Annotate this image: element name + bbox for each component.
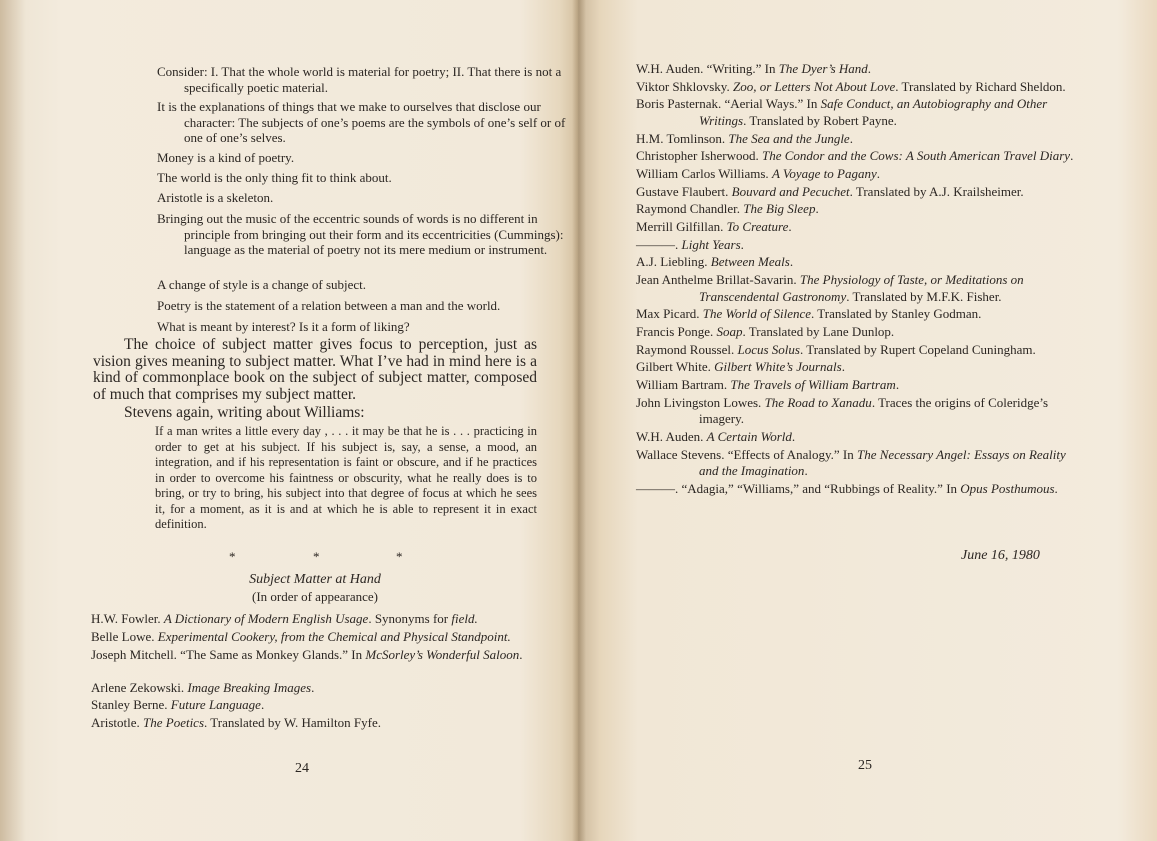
bib-title: Future Language xyxy=(170,697,261,712)
bib-author: Merrill Gilfillan. xyxy=(636,219,724,235)
bib-title: Soap xyxy=(716,323,743,339)
block-quote-stevens: If a man writes a little every day , . . . it may be that he is . . . practicing in order to get at his subject. If his subject is, say, a sense, a mood, an integration, and if his representation is faint or obscure, and if he practices in order to overcome his faintness or obscurity, what he really does is to bring, or try to bring, his subject into that degree of focus at which he sees it, for a moment, as it is and at which he is able to represent it in exact definition. xyxy=(155,424,537,531)
bib-title: A Dictionary of Modern English Usage xyxy=(163,611,369,626)
bib-author: W.H. Auden. “Writing.” In xyxy=(636,61,776,76)
aphorism-7: A change of style is a change of subject. xyxy=(157,277,367,292)
section-title: Subject Matter at Hand xyxy=(249,572,381,587)
bib-right-21 xyxy=(636,481,1082,497)
bib-right-13 xyxy=(636,306,1082,322)
bib-rest: . xyxy=(876,165,881,181)
bib-rest: . Translated by Stanley Godman. xyxy=(811,306,982,322)
bib-rest: . xyxy=(260,697,265,712)
bib-title: Locus Solus xyxy=(737,341,800,357)
bib-author: Stanley Berne. xyxy=(91,697,168,712)
bib-right-18 xyxy=(636,395,1082,428)
bib-title: Experimental Cookery, from the Chemical and Physical Standpoint. xyxy=(157,629,511,644)
bib-right-4 xyxy=(636,131,1082,147)
bib-author: ———. xyxy=(636,236,679,252)
date-signature: June 16, 1980 xyxy=(961,548,1040,563)
bib-rest: . Translated by Richard Sheldon. xyxy=(895,78,1066,94)
bib-title: To Creature xyxy=(726,219,789,235)
bib-rest: . xyxy=(815,201,819,217)
bib-title: The Travels of William Bartram xyxy=(730,377,896,393)
bib-rest: . xyxy=(1054,480,1058,496)
bib-author: W.H. Auden. xyxy=(636,428,704,444)
book-gutter xyxy=(572,0,586,841)
bib-author: Boris Pasternak. “Aerial Ways.” In xyxy=(636,96,818,112)
bib-author: Aristotle. xyxy=(91,715,140,730)
bib-rest: . Translated by Lane Dunlop. xyxy=(742,323,895,339)
page-number-left: 24 xyxy=(295,761,309,776)
bib-author: John Livingston Lowes. xyxy=(636,394,762,410)
bib-rest: . Translated by Rupert Copeland Cuningham. xyxy=(799,341,1036,357)
bib-title: Image Breaking Images xyxy=(187,680,312,695)
bib-author: Francis Ponge. xyxy=(636,323,714,339)
bib-title: Safe Conduct, an Autobiography and Other Writings xyxy=(699,96,1048,128)
bib-title: The Poetics xyxy=(143,715,205,730)
bib-author: Belle Lowe. xyxy=(91,629,155,644)
bib-left-4 xyxy=(91,680,601,695)
separator-star-1: * xyxy=(229,549,236,564)
bib-title: A Voyage to Pagany xyxy=(771,165,877,181)
bib-rest: . xyxy=(519,647,523,662)
bib-right-8 xyxy=(636,201,1082,217)
aphorism-2: It is the explanations of things that we make to ourselves that disclose our character: The subjects of one’s poems are the symbols of one’s self or of one of one’s selves. xyxy=(157,99,566,145)
aphorism-5: Aristotle is a skeleton. xyxy=(157,190,274,205)
bib-left-3 xyxy=(91,647,601,662)
bib-right-16 xyxy=(636,359,1082,375)
bib-right-1 xyxy=(636,61,1082,77)
bib-right-7 xyxy=(636,184,1082,200)
bib-title: The Sea and the Jungle xyxy=(728,130,850,146)
bib-title: Bouvard and Pecuchet xyxy=(731,183,850,199)
bib-right-9 xyxy=(636,219,1082,235)
bibliography-right xyxy=(636,61,1082,498)
bib-right-19 xyxy=(636,429,1082,445)
bib-title: The Dyer’s Hand xyxy=(778,61,868,76)
bib-author: Gilbert White. xyxy=(636,359,711,375)
bib-title: The Physiology of Taste, or Meditations on Transcendental Gastronomy xyxy=(699,272,1024,304)
page-number-right: 25 xyxy=(858,758,872,773)
bib-author: Jean Anthelme Brillat-Savarin. xyxy=(636,272,797,288)
bib-right-6 xyxy=(636,166,1082,182)
bib-title: Gilbert White’s Journals xyxy=(714,359,842,375)
bib-rest: . Translated by A.J. Krailsheimer. xyxy=(849,183,1024,199)
separator-star-3: * xyxy=(396,549,403,564)
bib-author: Raymond Chandler. xyxy=(636,201,740,217)
bib-rest: . xyxy=(804,462,808,478)
bib-author: Raymond Roussel. xyxy=(636,341,735,357)
bib-right-11 xyxy=(636,254,1082,270)
bib-rest: . xyxy=(867,61,872,76)
bib-title: McSorley’s Wonderful Saloon xyxy=(365,647,520,662)
paragraph-stevens-again: Stevens again, writing about Williams: xyxy=(124,404,365,421)
bib-rest: . xyxy=(789,254,794,270)
bib-rest: . Translated by Robert Payne. xyxy=(743,112,897,128)
bib-author: Joseph Mitchell. “The Same as Monkey Glands.” In xyxy=(91,647,363,662)
bib-left-2 xyxy=(91,629,601,644)
bib-author: Max Picard. xyxy=(636,306,700,322)
bib-right-3 xyxy=(636,96,1082,129)
bib-author: H.W. Fowler. xyxy=(91,611,161,626)
aphorism-8: Poetry is the statement of a relation between a man and the world. xyxy=(157,298,501,313)
bib-rest: . xyxy=(895,377,900,393)
bib-right-12 xyxy=(636,272,1082,305)
aphorism-3: Money is a kind of poetry. xyxy=(157,150,295,165)
bib-left-5 xyxy=(91,697,601,712)
bib-author: William Bartram. xyxy=(636,377,728,393)
bib-author: A.J. Liebling. xyxy=(636,254,708,270)
bib-title: Zoo, or Letters Not About Love xyxy=(732,78,896,94)
bib-title: The Necessary Angel: Essays on Reality and the Imagination xyxy=(699,446,1066,478)
bib-title: A Certain World xyxy=(706,428,792,444)
right-page xyxy=(578,0,1157,841)
bib-title: The Road to Xanadu xyxy=(764,394,872,410)
bib-right-17 xyxy=(636,377,1082,393)
bib-title: The Big Sleep xyxy=(743,201,816,217)
aphorism-6: Bringing out the music of the eccentric sounds of words is no different in principle from bringing out their form and its eccentricities (Cummings): language as the material of poetry not its mere medium or instrument. xyxy=(157,211,564,257)
bib-right-20 xyxy=(636,447,1082,480)
separator-star-2: * xyxy=(313,549,320,564)
bib-rest: . xyxy=(788,219,792,235)
bib-author: Arlene Zekowski. xyxy=(91,680,185,695)
bib-rest: . xyxy=(311,680,315,695)
bib-rest: . Translated by W. Hamilton Fyfe. xyxy=(204,715,381,730)
bib-rest: . Translated by M.F.K. Fisher. xyxy=(846,288,1002,304)
bib-author: Wallace Stevens. “Effects of Analogy.” In xyxy=(636,446,854,462)
paragraph-choice-of-subject: The choice of subject matter gives focus to perception, just as vision gives meaning to subject matter. What I’ve had in mind here is a kind of commonplace book on the subject of subject matter, composed of much that comprises my subject matter. xyxy=(93,336,537,403)
bib-title: Light Years xyxy=(681,236,741,252)
bib-author: ———. “Adagia,” “Williams,” and “Rubbings of Reality.” In xyxy=(636,480,958,496)
bib-right-10 xyxy=(636,237,1082,253)
bib-left-6 xyxy=(91,715,601,730)
bib-right-15 xyxy=(636,342,1082,358)
bib-rest: . xyxy=(791,428,796,444)
section-subtitle: (In order of appearance) xyxy=(252,589,378,604)
bib-author: Christopher Isherwood. xyxy=(636,148,759,164)
bib-author: H.M. Tomlinson. xyxy=(636,130,726,146)
bib-rest: . xyxy=(740,236,744,252)
left-page xyxy=(0,0,578,841)
bib-title: Opus Posthumous xyxy=(960,480,1055,496)
bib-rest: . xyxy=(841,359,845,375)
aphorism-9: What is meant by interest? Is it a form of liking? xyxy=(157,319,410,334)
bib-author: William Carlos Williams. xyxy=(636,165,769,181)
bib-title: The World of Silence xyxy=(702,306,811,322)
bib-tail: field. xyxy=(451,611,478,626)
bib-title: Between Meals xyxy=(710,254,790,270)
bib-rest: . Synonyms for xyxy=(368,611,452,626)
bib-rest: . xyxy=(849,130,853,146)
bib-right-2 xyxy=(636,79,1082,95)
bib-rest: . Traces the origins of Coleridge’s imagery. xyxy=(699,394,1049,427)
aphorism-4: The world is the only thing fit to think about. xyxy=(157,170,392,185)
bib-left-1 xyxy=(91,611,601,626)
bib-author: Viktor Shklovsky. xyxy=(636,78,730,94)
bib-right-14 xyxy=(636,324,1082,340)
bib-title: The Condor and the Cows: A South American Travel Diary xyxy=(762,148,1071,164)
bib-rest: . xyxy=(1070,148,1074,164)
bib-right-5 xyxy=(636,148,1082,164)
aphorism-1: Consider: I. That the whole world is material for poetry; II. That there is not a specifically poetic material. xyxy=(157,64,562,95)
bib-author: Gustave Flaubert. xyxy=(636,183,729,199)
